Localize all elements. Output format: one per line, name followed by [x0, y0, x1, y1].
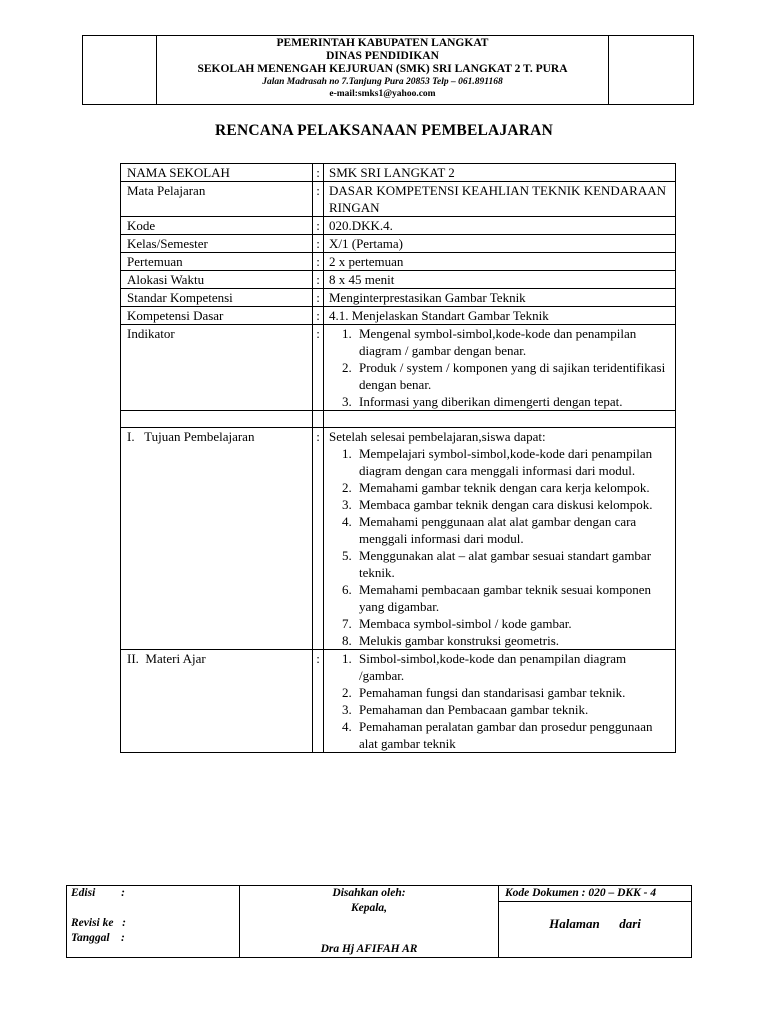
school-email: e-mail:smks1@yahoo.com [329, 89, 436, 99]
document-footer [66, 885, 692, 958]
footer-kode-dokumen: Kode Dokumen : 020 – DKK - 4 [499, 886, 691, 902]
colon: : [313, 164, 324, 182]
info-value: 4.1. Menjelaskan Standart Gambar Teknik [324, 307, 676, 325]
info-label: Standar Kompetensi [121, 289, 313, 307]
list-item: 8. Melukis gambar konstruksi geometris. [355, 632, 671, 649]
info-row [121, 217, 676, 235]
gov-name: PEMERINTAH KABUPATEN LANGKAT [276, 37, 489, 49]
info-value: Menginterprestasikan Gambar Teknik [324, 289, 676, 307]
footer-document-cell [499, 886, 692, 958]
footer-kepala: Kepala, [350, 902, 388, 914]
list-item: 2. Pemahaman fungsi dan standarisasi gambar teknik. [355, 684, 671, 701]
colon: : [313, 217, 324, 235]
tujuan-list [329, 445, 671, 649]
list-item: 1. Mengenal symbol-simbol,kode-kode dan penampilan diagram / gambar dengan benar. [355, 325, 671, 359]
footer-edition-cell [67, 886, 240, 958]
footer-revisi: Revisi ke : [71, 917, 126, 929]
tujuan-row [121, 428, 676, 650]
colon: : [313, 650, 324, 753]
indikator-list-cell [324, 325, 676, 411]
document-title: RENCANA PELAKSANAAN PEMBELAJARAN [215, 122, 553, 139]
footer-edisi: Edisi : [71, 887, 125, 899]
colon: : [313, 325, 324, 411]
info-row [121, 289, 676, 307]
materi-cell [324, 650, 676, 753]
info-value: DASAR KOMPETENSI KEAHLIAN TEKNIK KENDARAAN RINGAN [324, 182, 676, 217]
colon: : [313, 271, 324, 289]
info-value: 2 x pertemuan [324, 253, 676, 271]
list-item: 5. Menggunakan alat – alat gambar sesuai standart gambar teknik. [355, 547, 671, 581]
list-item: 3. Pemahaman dan Pembacaan gambar teknik. [355, 701, 671, 718]
materi-label: II. Materi Ajar [121, 650, 313, 753]
school-address: Jalan Madrasah no 7.Tanjung Pura 20853 Telp – 061.891168 [262, 77, 503, 87]
list-item: 1. Mempelajari symbol-simbol,kode-kode dari penampilan diagram dengan cara menggali informasi dari modul. [355, 445, 671, 479]
indikator-row [121, 325, 676, 411]
list-item: 3. Membaca gambar teknik dengan cara diskusi kelompok. [355, 496, 671, 513]
letterhead-left-cell [83, 36, 157, 104]
colon: : [313, 307, 324, 325]
info-value: SMK SRI LANGKAT 2 [324, 164, 676, 182]
info-label: Kompetensi Dasar [121, 307, 313, 325]
info-row [121, 182, 676, 217]
footer-disahkan: Disahkan oleh: [332, 887, 406, 899]
lesson-plan-table [120, 163, 676, 753]
list-item: 3. Informasi yang diberikan dimengerti dengan tepat. [355, 393, 671, 410]
letterhead [82, 35, 694, 105]
tujuan-intro: Setelah selesai pembelajaran,siswa dapat: [329, 429, 546, 444]
info-label: Kelas/Semester [121, 235, 313, 253]
info-value: 8 x 45 menit [324, 271, 676, 289]
info-value: X/1 (Pertama) [324, 235, 676, 253]
indikator-list [329, 325, 671, 410]
info-label: Alokasi Waktu [121, 271, 313, 289]
info-value: 020.DKK.4. [324, 217, 676, 235]
list-item: 1. Simbol-simbol,kode-kode dan penampilan diagram /gambar. [355, 650, 671, 684]
colon: : [313, 289, 324, 307]
list-item: 2. Memahami gambar teknik dengan cara kerja kelompok. [355, 479, 671, 496]
colon: : [313, 235, 324, 253]
colon: : [313, 428, 324, 650]
dept-name: DINAS PENDIDIKAN [326, 50, 439, 62]
materi-list [329, 650, 671, 752]
tujuan-label: I. Tujuan Pembelajaran [121, 428, 313, 650]
letterhead-right-cell [608, 36, 693, 104]
list-item: 2. Produk / system / komponen yang di sajikan teridentifikasi dengan benar. [355, 359, 671, 393]
indikator-label: Indikator [121, 325, 313, 411]
info-label: NAMA SEKOLAH [121, 164, 313, 182]
list-item: 6. Memahami pembacaan gambar teknik sesuai komponen yang digambar. [355, 581, 671, 615]
info-label: Mata Pelajaran [121, 182, 313, 217]
info-row [121, 271, 676, 289]
footer-approval-cell [240, 886, 499, 958]
colon: : [313, 253, 324, 271]
colon: : [313, 182, 324, 217]
info-label: Kode [121, 217, 313, 235]
letterhead-text [157, 36, 608, 104]
info-label: Pertemuan [121, 253, 313, 271]
list-item: 4. Memahami penggunaan alat alat gambar dengan cara menggali informasi dari modul. [355, 513, 671, 547]
footer-halaman: Halaman dari [549, 916, 641, 931]
blank-row [121, 411, 676, 428]
list-item: 7. Membaca symbol-simbol / kode gambar. [355, 615, 671, 632]
list-item: 4. Pemahaman peralatan gambar dan prosedur penggunaan alat gambar teknik [355, 718, 671, 752]
footer-signer: Dra Hj AFIFAH AR [320, 943, 418, 955]
materi-row [121, 650, 676, 753]
info-row [121, 307, 676, 325]
info-row [121, 164, 676, 182]
school-name: SEKOLAH MENENGAH KEJURUAN (SMK) SRI LANGKAT 2 T. PURA [197, 63, 568, 75]
tujuan-cell [324, 428, 676, 650]
footer-tanggal: Tanggal : [71, 932, 125, 944]
info-row [121, 235, 676, 253]
info-row [121, 253, 676, 271]
